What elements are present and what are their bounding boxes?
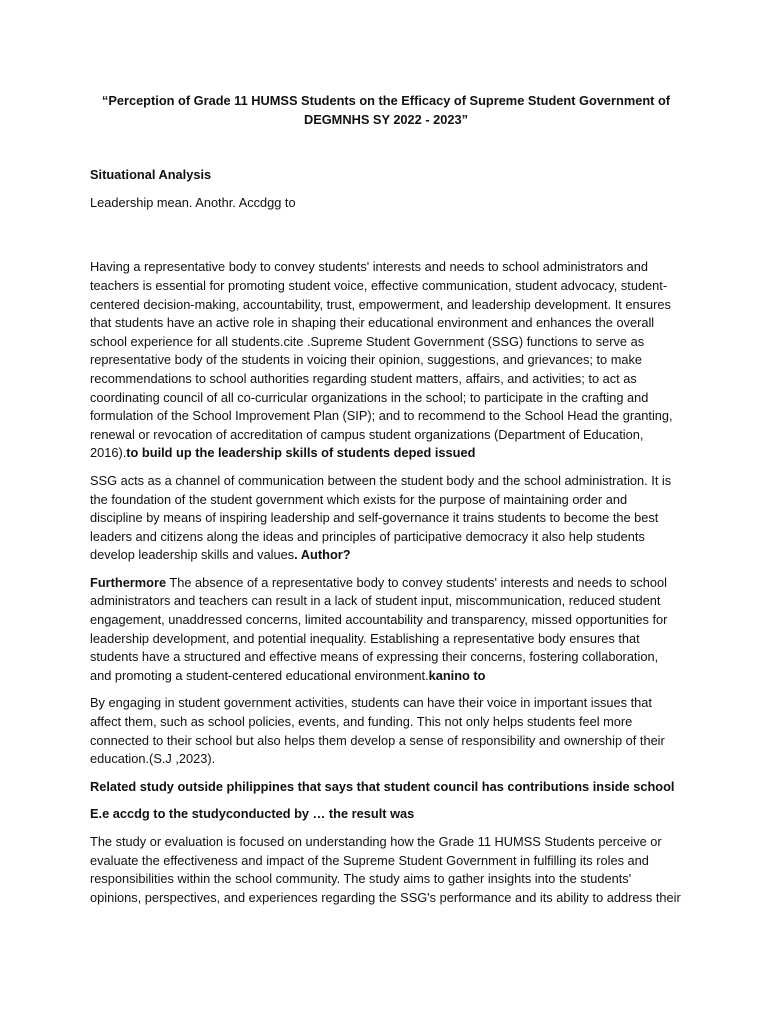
section-heading: Situational Analysis bbox=[90, 167, 212, 183]
paragraph-1-bold-note: to build up the leadership skills of students deped issued bbox=[126, 445, 476, 461]
document-body bbox=[90, 92, 682, 907]
related-study-note: Related study outside philippines that says that student council has contributions inside school bbox=[90, 778, 675, 794]
paragraph-7: The study or evaluation is focused on understanding how the Grade 11 HUMSS Students perceive or evaluate the effectiveness and impact of the Supreme Student Government in fulfilling its roles and responsibilities within the school community. The study aims to gather insights into the students' opinions, perspectives, and experiences regarding the SSG's performance and its ability to address their bbox=[90, 834, 681, 905]
paragraph-3 bbox=[90, 574, 682, 686]
paragraph-3-bold-lead: Furthermore bbox=[90, 574, 167, 590]
paragraph-2 bbox=[90, 472, 682, 565]
paragraph-3-text: The absence of a representative body to convey students' interests and needs to school administrators and teachers can result in a lack of student input, miscommunication, reduced student engagement, unaddressed concerns, limited accountability and transparency, missed opportunities for leadership development, and potential inequality. Establishing a representative body ensures that students have a structured and effective means of expressing their concerns, fostering collaboration, and promoting a student-centered educational environment. bbox=[90, 574, 668, 683]
intro-line: Leadership mean. Anothr. Accdgg to bbox=[90, 194, 296, 210]
paragraph-4: By engaging in student government activities, students can have their voice in important issues that affect them, such as school policies, events, and funding. This not only helps students feel more connected to their school but also helps them develop a sense of responsibility and ownership of their education.(S.J ,2023). bbox=[90, 695, 665, 767]
paragraph-1-text: Having a representative body to convey students' interests and needs to school administrators and teachers is essential for promoting student voice, effective communication, student advocacy, student-centered decision-making, accountability, trust, empowerment, and leadership development. It ensures that students have an active role in shaping their educational environment and enhances the overall school experience for all students.cite .Supreme Student Government (SSG) functions to serve as representative body of the students in voicing their opinion, suggestions, and grievances; to make recommendations to school authorities regarding student matters, affairs, and activities; to act as coordinating council of all co-curricular organizations in the school; to participate in the crafting and formulation of the School Improvement Plan (SIP); and to recommend to the School Head the granting, renewal or revocation of accreditation of campus student organizations (Department of Education, 2016). bbox=[90, 259, 673, 461]
paragraph-1 bbox=[90, 258, 682, 463]
paragraph-2-bold-note: . Author? bbox=[294, 547, 351, 563]
paragraph-3-bold-note: kanino to bbox=[428, 667, 486, 683]
document-title: “Perception of Grade 11 HUMSS Students on the Efficacy of Supreme Student Government of DEGMNHS SY 2022 - 2023” bbox=[101, 93, 671, 127]
paragraph-2-text: SSG acts as a channel of communication between the student body and the school administration. It is the foundation of the student government which exists for the purpose of maintaining order and discipline by means of inspiring leadership and self-governance it trains students to become the best leaders and citizens along the ideas and principles of participative democracy it also help students develop leadership skills and values bbox=[90, 472, 672, 563]
study-conducted-note: E.e accdg to the studyconducted by … the result was bbox=[90, 806, 415, 822]
